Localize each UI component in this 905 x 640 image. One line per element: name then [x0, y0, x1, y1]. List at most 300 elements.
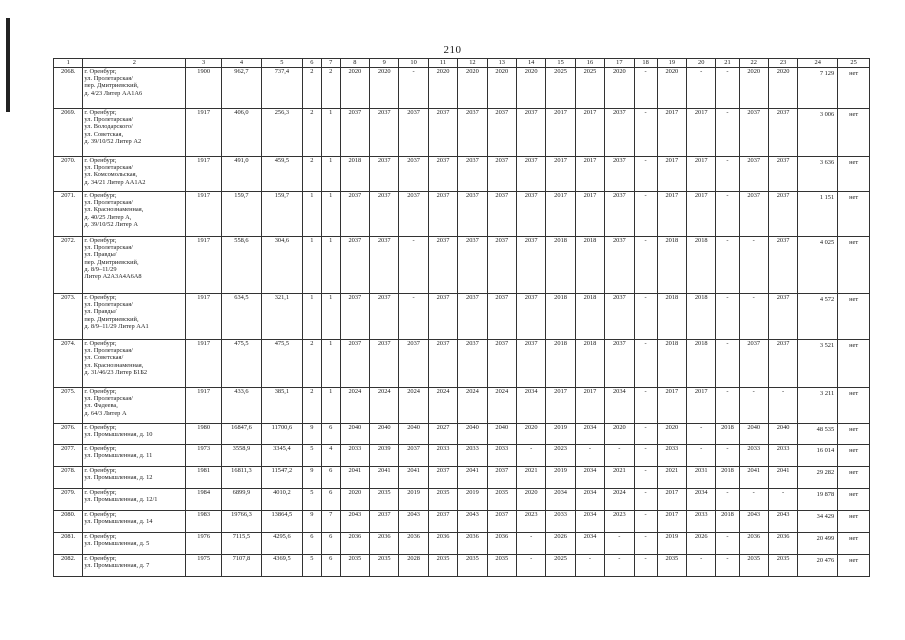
status-cell: нет	[838, 555, 870, 577]
table-cell: 2017	[657, 109, 686, 157]
table-cell: 2018	[657, 237, 686, 294]
table-cell: -	[634, 109, 657, 157]
table-cell: -	[716, 109, 739, 157]
table-cell: 2037	[768, 237, 797, 294]
table-cell: 2036	[340, 533, 369, 555]
table-cell: 2020	[428, 68, 457, 109]
table-cell: 406,0	[222, 109, 262, 157]
address-cell: г. Оренбург, ул. Пролетарская/ ул. Комсомольская, д. 34/21 Литер АА1А2	[83, 157, 186, 192]
table-cell: 2017	[687, 109, 716, 157]
table-cell: 1984	[186, 489, 222, 511]
table-cell: 2019	[399, 489, 428, 511]
status-cell: нет	[838, 192, 870, 237]
table-cell: 2020	[657, 424, 686, 445]
total-cell: 3 521	[798, 340, 838, 388]
address-cell: г. Оренбург, ул. Промышленная, д. 12/1	[83, 489, 186, 511]
table-cell: 2037	[428, 109, 457, 157]
table-cell: 2037	[487, 157, 516, 192]
table-cell: 2040	[340, 424, 369, 445]
table-cell: 2037	[768, 109, 797, 157]
table-cell: 2017	[657, 157, 686, 192]
status-cell: нет	[838, 109, 870, 157]
address-cell: г. Оренбург, ул. Пролетарская/ ул. Володарского/ ул. Советская, д. 39/10/52 Литер А2	[83, 109, 186, 157]
total-cell: 4 025	[798, 237, 838, 294]
table-cell: 4295,6	[261, 533, 302, 555]
table-cell: 2037	[458, 237, 487, 294]
table-cell: 16847,6	[222, 424, 262, 445]
table-cell: 1917	[186, 157, 222, 192]
table-cell: 2037	[458, 340, 487, 388]
table-cell: -	[634, 533, 657, 555]
table-cell: 2035	[768, 555, 797, 577]
table-cell: 558,6	[222, 237, 262, 294]
table-cell: 2037	[428, 157, 457, 192]
status-cell: нет	[838, 68, 870, 109]
table-cell: 2037	[399, 445, 428, 467]
table-cell: 1	[302, 294, 321, 340]
address-cell: г. Оренбург, ул. Промышленная, д. 10	[83, 424, 186, 445]
column-header: 7	[321, 59, 340, 68]
table-cell: 2017	[546, 192, 575, 237]
table-cell: 2037	[458, 294, 487, 340]
table-cell: 2037	[516, 294, 545, 340]
table-cell: 2037	[487, 237, 516, 294]
address-cell: г. Оренбург, ул. Пролетарская/ ул. Правды/ пер. Дмитриевский, д. 8/9–11/29 Литер А2А3А4А6А8	[83, 237, 186, 294]
table-cell: 2034	[575, 533, 604, 555]
table-cell: 2017	[575, 109, 604, 157]
table-cell: -	[634, 237, 657, 294]
table-cell: 1917	[186, 237, 222, 294]
table-cell: 2037	[399, 340, 428, 388]
table-cell: 2035	[739, 555, 768, 577]
table-cell: 2023	[605, 511, 634, 533]
table-cell: 2043	[340, 511, 369, 533]
table-cell: 2023	[516, 511, 545, 533]
table-cell: 2018	[340, 157, 369, 192]
table-cell: 2026	[546, 533, 575, 555]
table-cell: 634,5	[222, 294, 262, 340]
table-cell: 11700,6	[261, 424, 302, 445]
table-cell: 2037	[768, 340, 797, 388]
table-cell: 2033	[768, 445, 797, 467]
table-row	[54, 424, 870, 445]
table-cell: 2018	[575, 340, 604, 388]
table-cell: 1917	[186, 109, 222, 157]
table-cell: -	[516, 555, 545, 577]
table-cell: 2	[302, 157, 321, 192]
table-row	[54, 511, 870, 533]
table-cell: 433,6	[222, 388, 262, 424]
table-cell: 2037	[428, 192, 457, 237]
table-cell: 9	[302, 424, 321, 445]
column-header: 4	[222, 59, 262, 68]
table-cell: 159,7	[261, 192, 302, 237]
table-cell: -	[634, 340, 657, 388]
table-cell: 2020	[516, 68, 545, 109]
table-cell: 6	[321, 533, 340, 555]
status-cell: нет	[838, 424, 870, 445]
table-cell: 2035	[340, 555, 369, 577]
table-cell: 9	[302, 511, 321, 533]
table-cell: 1	[321, 340, 340, 388]
row-number-cell: 2075.	[54, 388, 83, 424]
total-cell: 34 429	[798, 511, 838, 533]
table-cell: 459,5	[261, 157, 302, 192]
table-cell: 6899,9	[222, 489, 262, 511]
table-cell: 13864,5	[261, 511, 302, 533]
total-cell: 19 878	[798, 489, 838, 511]
table-cell: 2025	[575, 68, 604, 109]
row-number-cell: 2080.	[54, 511, 83, 533]
table-cell: 2037	[739, 109, 768, 157]
table-cell: 6	[321, 489, 340, 511]
table-cell: 2017	[657, 511, 686, 533]
table-row	[54, 445, 870, 467]
column-header: 9	[370, 59, 399, 68]
address-cell: г. Оренбург, ул. Пролетарская/ ул. Краснознаменная, д. 40/25 Литер А, д. 39/10/52 Литер А	[83, 192, 186, 237]
table-cell: 6	[302, 533, 321, 555]
table-cell: 2043	[399, 511, 428, 533]
table-cell: 2021	[516, 467, 545, 489]
table-cell: -	[739, 388, 768, 424]
column-header: 14	[516, 59, 545, 68]
table-cell: 2043	[768, 511, 797, 533]
table-cell: 2040	[458, 424, 487, 445]
table-cell: 2037	[605, 340, 634, 388]
address-cell: г. Оренбург, ул. Промышленная, д. 12	[83, 467, 186, 489]
table-cell: 2037	[516, 157, 545, 192]
table-cell: 2035	[458, 555, 487, 577]
table-cell: 2018	[575, 294, 604, 340]
table-cell: 737,4	[261, 68, 302, 109]
table-cell: -	[605, 445, 634, 467]
binding-mark	[6, 18, 10, 112]
table-cell: 2017	[546, 157, 575, 192]
table-cell: 2	[302, 388, 321, 424]
table-cell: 2019	[546, 424, 575, 445]
table-row	[54, 68, 870, 109]
table-cell: 5	[302, 555, 321, 577]
table-cell: -	[716, 489, 739, 511]
table-row	[54, 533, 870, 555]
table-cell: 1	[321, 109, 340, 157]
table-cell: 2024	[399, 388, 428, 424]
table-cell: 7	[321, 511, 340, 533]
table-cell: 1	[321, 192, 340, 237]
table-cell: 9	[302, 467, 321, 489]
table-cell: 962,7	[222, 68, 262, 109]
column-header: 3	[186, 59, 222, 68]
page-number: 210	[443, 44, 462, 56]
table-cell: 2041	[370, 467, 399, 489]
table-cell: 1975	[186, 555, 222, 577]
total-cell: 16 014	[798, 445, 838, 467]
table-row	[54, 340, 870, 388]
table-row	[54, 109, 870, 157]
table-cell: 2035	[428, 555, 457, 577]
table-cell: 2024	[428, 388, 457, 424]
table-cell: 2018	[687, 237, 716, 294]
table-cell: 3345,4	[261, 445, 302, 467]
address-cell: г. Оренбург, ул. Промышленная, д. 11	[83, 445, 186, 467]
column-header: 13	[487, 59, 516, 68]
table-cell: -	[575, 555, 604, 577]
table-cell: 2040	[370, 424, 399, 445]
row-number-cell: 2082.	[54, 555, 83, 577]
table-cell: 1917	[186, 340, 222, 388]
table-row	[54, 192, 870, 237]
table-row	[54, 489, 870, 511]
address-cell: г. Оренбург, ул. Промышленная, д. 14	[83, 511, 186, 533]
table-cell: 2037	[428, 294, 457, 340]
table-cell: 2034	[546, 489, 575, 511]
column-header: 12	[458, 59, 487, 68]
table-cell: 2037	[428, 467, 457, 489]
table-cell: 2037	[370, 192, 399, 237]
table-cell: 2020	[657, 68, 686, 109]
header-row	[54, 59, 870, 68]
table-cell: 491,0	[222, 157, 262, 192]
row-number-cell: 2079.	[54, 489, 83, 511]
table-cell: 2034	[605, 388, 634, 424]
table-cell: -	[716, 533, 739, 555]
table-cell: 2037	[768, 192, 797, 237]
table-cell: -	[716, 555, 739, 577]
table-cell: -	[634, 68, 657, 109]
table-cell: 2018	[687, 340, 716, 388]
table-cell: 2037	[739, 340, 768, 388]
table-cell: 2018	[657, 340, 686, 388]
table-cell: 2037	[516, 237, 545, 294]
table-cell: 5	[302, 445, 321, 467]
table-cell: 2018	[575, 237, 604, 294]
total-cell: 48 535	[798, 424, 838, 445]
table-cell: 2	[302, 340, 321, 388]
table-cell: -	[399, 237, 428, 294]
table-cell: 2020	[605, 68, 634, 109]
table-cell: 321,1	[261, 294, 302, 340]
table-cell: 2035	[370, 555, 399, 577]
column-header: 20	[687, 59, 716, 68]
table-cell: 2037	[458, 109, 487, 157]
table-cell: 256,3	[261, 109, 302, 157]
table-cell: 2040	[768, 424, 797, 445]
column-header: 15	[546, 59, 575, 68]
table-cell: 16811,3	[222, 467, 262, 489]
table-cell: 2037	[399, 109, 428, 157]
status-cell: нет	[838, 340, 870, 388]
column-header: 10	[399, 59, 428, 68]
table-cell: 2041	[739, 467, 768, 489]
table-cell: 1	[321, 157, 340, 192]
row-number-cell: 2077.	[54, 445, 83, 467]
total-cell: 7 129	[798, 68, 838, 109]
table-cell: 2034	[575, 467, 604, 489]
table-cell: -	[768, 388, 797, 424]
status-cell: нет	[838, 237, 870, 294]
table-cell: 2024	[370, 388, 399, 424]
table-cell: 2037	[428, 340, 457, 388]
table-cell: 2037	[370, 511, 399, 533]
table-cell: 2037	[340, 340, 369, 388]
table-cell: 2017	[687, 388, 716, 424]
table-cell: 2036	[428, 533, 457, 555]
status-cell: нет	[838, 157, 870, 192]
table-cell: -	[575, 445, 604, 467]
table-cell: 2037	[340, 192, 369, 237]
table-cell: 2033	[428, 445, 457, 467]
table-cell: 2019	[458, 489, 487, 511]
table-cell: 2037	[605, 109, 634, 157]
column-header: 5	[261, 59, 302, 68]
table-cell: 7107,8	[222, 555, 262, 577]
table-cell: 1976	[186, 533, 222, 555]
table-cell: -	[687, 68, 716, 109]
table-cell: 2037	[340, 109, 369, 157]
column-header: 17	[605, 59, 634, 68]
table-cell: 2018	[716, 467, 739, 489]
table-cell: -	[634, 467, 657, 489]
column-header: 22	[739, 59, 768, 68]
table-cell: 2024	[340, 388, 369, 424]
table-cell: 2018	[687, 294, 716, 340]
address-cell: г. Оренбург, ул. Пролетарская/ ул. Правды/ пер. Дмитриевский, д. 8/9–11/29 Литер АА1	[83, 294, 186, 340]
table-cell: 2025	[546, 68, 575, 109]
table-cell: -	[634, 192, 657, 237]
table-cell: 2036	[370, 533, 399, 555]
status-cell: нет	[838, 511, 870, 533]
table-cell: 2037	[487, 340, 516, 388]
total-cell: 3 636	[798, 157, 838, 192]
total-cell: 3 006	[798, 109, 838, 157]
table-cell: 2020	[340, 68, 369, 109]
table-cell: -	[716, 157, 739, 192]
table-cell: -	[634, 157, 657, 192]
table-cell: -	[634, 294, 657, 340]
table-cell: 2	[302, 68, 321, 109]
table-cell: 2037	[739, 157, 768, 192]
table-cell: 2018	[546, 237, 575, 294]
table-cell: 2018	[716, 424, 739, 445]
table-cell: 2020	[739, 68, 768, 109]
table-cell: 2018	[716, 511, 739, 533]
table-cell: -	[687, 424, 716, 445]
table-cell: 2037	[516, 109, 545, 157]
row-number-cell: 2069.	[54, 109, 83, 157]
table-cell: 2041	[399, 467, 428, 489]
table-cell: -	[605, 533, 634, 555]
total-cell: 4 572	[798, 294, 838, 340]
table-cell: -	[716, 192, 739, 237]
table-cell: 1	[302, 192, 321, 237]
table-cell: 2031	[687, 467, 716, 489]
table-cell: 2020	[516, 424, 545, 445]
table-cell: -	[716, 445, 739, 467]
table-cell: 2035	[657, 555, 686, 577]
table-cell: 2035	[487, 555, 516, 577]
table-cell: 159,7	[222, 192, 262, 237]
table-cell: 304,6	[261, 237, 302, 294]
table-row	[54, 157, 870, 192]
table-cell: 2017	[546, 388, 575, 424]
row-number-cell: 2070.	[54, 157, 83, 192]
table-cell: 2037	[516, 340, 545, 388]
total-cell: 29 282	[798, 467, 838, 489]
table-cell: 2021	[605, 467, 634, 489]
table-row	[54, 388, 870, 424]
table-cell: -	[634, 424, 657, 445]
table-cell: 2036	[487, 533, 516, 555]
table-cell: 1917	[186, 192, 222, 237]
column-header: 11	[428, 59, 457, 68]
table-cell: 2034	[575, 511, 604, 533]
table-cell: 6	[321, 467, 340, 489]
status-cell: нет	[838, 489, 870, 511]
table-cell: 2017	[575, 192, 604, 237]
table-cell: 2040	[399, 424, 428, 445]
table-cell: 2037	[399, 157, 428, 192]
table-cell: 2017	[687, 192, 716, 237]
table-cell: -	[516, 533, 545, 555]
total-cell: 20 499	[798, 533, 838, 555]
table-cell: -	[634, 388, 657, 424]
table-cell: 6	[321, 424, 340, 445]
status-cell: нет	[838, 445, 870, 467]
table-cell: -	[687, 445, 716, 467]
table-cell: -	[739, 489, 768, 511]
table-cell: 1	[321, 388, 340, 424]
table-cell: 11547,2	[261, 467, 302, 489]
table-cell: 2043	[458, 511, 487, 533]
table-cell: 2037	[768, 157, 797, 192]
total-cell: 3 211	[798, 388, 838, 424]
row-number-cell: 2072.	[54, 237, 83, 294]
table-cell: 2033	[546, 511, 575, 533]
table-cell: 2033	[687, 511, 716, 533]
table-cell: 385,1	[261, 388, 302, 424]
table-cell: 2037	[370, 237, 399, 294]
table-cell: 1917	[186, 388, 222, 424]
table-cell: 2033	[739, 445, 768, 467]
table-cell: 2025	[546, 555, 575, 577]
table-cell: 7115,5	[222, 533, 262, 555]
table-cell: 2024	[487, 388, 516, 424]
column-header: 2	[83, 59, 186, 68]
row-number-cell: 2074.	[54, 340, 83, 388]
table-cell: 4010,2	[261, 489, 302, 511]
table-cell: 2037	[340, 237, 369, 294]
column-header: 24	[798, 59, 838, 68]
table-cell: 2017	[575, 157, 604, 192]
table-row	[54, 467, 870, 489]
status-cell: нет	[838, 467, 870, 489]
column-header: 25	[838, 59, 870, 68]
table-cell: 2033	[340, 445, 369, 467]
table-cell: 2043	[739, 511, 768, 533]
table-cell: 2037	[370, 109, 399, 157]
table-cell: 3558,9	[222, 445, 262, 467]
table-cell: -	[687, 555, 716, 577]
table-cell: 2	[302, 109, 321, 157]
table-cell: 2034	[575, 424, 604, 445]
column-header: 23	[768, 59, 797, 68]
table-row	[54, 294, 870, 340]
table-cell: 2040	[739, 424, 768, 445]
table-cell: 1	[321, 294, 340, 340]
table-cell: 2020	[340, 489, 369, 511]
table-cell: 1917	[186, 294, 222, 340]
row-number-cell: 2076.	[54, 424, 83, 445]
